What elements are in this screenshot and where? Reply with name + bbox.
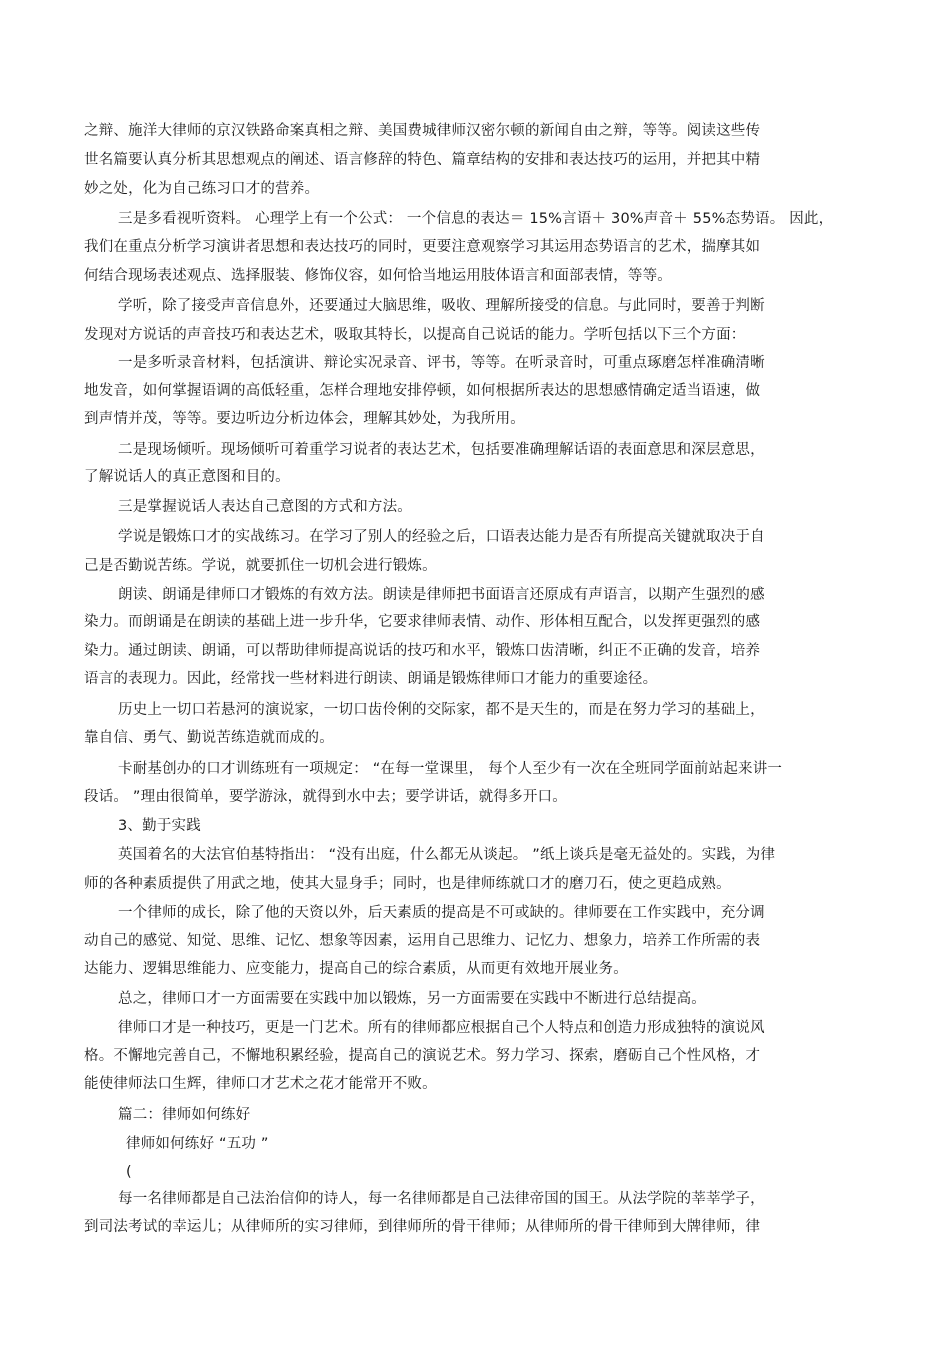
text-line: 三是掌握说话人表达自己意图的方式和方法。 <box>118 499 412 515</box>
text-line: 总之，律师口才一方面需要在实践中加以锻炼，另一方面需要在实践中不断进行总结提高。 <box>118 991 706 1007</box>
text-line: 地发音，如何掌握语调的高低轻重，怎样合理地安排停顿，如何根据所表达的思想感情确定适当语速，做 <box>84 383 761 399</box>
section-heading: 3、勤于实践 <box>118 818 201 834</box>
text-line: 历史上一切口若悬河的演说家，一切口齿伶俐的交际家，都不是天生的，而是在努力学习的基础上， <box>118 702 765 718</box>
text-line: 段话。 ”理由很简单，要学游泳，就得到水中去；要学讲话，就得多开口。 <box>84 789 567 805</box>
text-line: 世名篇要认真分析其思想观点的阐述、语言修辞的特色、篇章结构的安排和表达技巧的运用，并把其中精 <box>84 152 761 168</box>
text-line: 了解说话人的真正意图和目的。 <box>84 469 290 485</box>
text-line: 律师口才是一种技巧，更是一门艺术。所有的律师都应根据自己个人特点和创造力形成独特的演说风 <box>118 1020 765 1036</box>
text-line: 英国着名的大法官伯基特指出： “没有出庭，什么都无从谈起。 ”纸上谈兵是毫无益处的。实践，为律 <box>118 847 776 863</box>
text-line: 达能力、逻辑思维能力、应变能力，提高自己的综合素质，从而更有效地开展业务。 <box>84 961 628 977</box>
text-line: 每一名律师都是自己法治信仰的诗人，每一名律师都是自己法律帝国的国王。从法学院的莘莘学子， <box>118 1191 765 1207</box>
text-line: 到司法考试的幸运儿；从律师所的实习律师，到律师所的骨干律师；从律师所的骨干律师到大牌律师，律 <box>84 1219 761 1235</box>
text-line: 一是多听录音材料，包括演讲、辩论实况录音、评书，等等。在听录音时，可重点琢磨怎样准确清晰 <box>118 355 765 371</box>
text-line: 学说是锻炼口才的实战练习。在学习了别人的经验之后，口语表达能力是否有所提高关键就取决于自 <box>118 529 765 545</box>
text-line: 靠自信、勇气、勤说苦练造就而成的。 <box>84 730 334 746</box>
text-line: 我们在重点分析学习演讲者思想和表达技巧的同时，更要注意观察学习其运用态势语言的艺术，揣摩其如 <box>84 239 761 255</box>
text-line: 之辩、施洋大律师的京汉铁路命案真相之辩、美国费城律师汉密尔顿的新闻自由之辩，等等。阅读这些传 <box>84 123 761 139</box>
article-title: 律师如何练好 “五功 ” <box>126 1136 269 1152</box>
text-line: 二是现场倾听。现场倾听可着重学习说者的表达艺术，包括要准确理解话语的表面意思和深层意思， <box>118 442 765 458</box>
text-line: 到声情并茂，等等。要边听边分析边体会，理解其妙处，为我所用。 <box>84 411 525 427</box>
text-line: 卡耐基创办的口才训练班有一项规定： “在每一堂课里， 每个人至少有一次在全班同学面前站起来讲一 <box>118 761 783 777</box>
section-heading: 篇二：律师如何练好 <box>118 1107 251 1123</box>
text-line: 师的各种素质提供了用武之地，使其大显身手；同时，也是律师练就口才的磨刀石，使之更趋成熟。 <box>84 876 731 892</box>
text-line: 学听，除了接受声音信息外，还要通过大脑思维，吸收、理解所接受的信息。与此同时，要善于判断 <box>118 298 765 314</box>
text-line: 妙之处，化为自己练习口才的营养。 <box>84 181 320 197</box>
text-line: 语言的表现力。因此，经常找一些材料进行朗读、朗诵是锻炼律师口才能力的重要途径。 <box>84 671 658 687</box>
text-line: 能使律师法口生辉，律师口才艺术之花才能常开不败。 <box>84 1076 437 1092</box>
text-line: 发现对方说话的声音技巧和表达艺术，吸取其特长，以提高自己说话的能力。学听包括以下三个方面： <box>84 327 746 343</box>
text-line: 朗读、朗诵是律师口才锻炼的有效方法。朗读是律师把书面语言还原成有声语言，以期产生强烈的感 <box>118 587 765 603</box>
text-line: 何结合现场表述观点、选择服装、修饰仪容，如何恰当地运用肢体语言和面部表情，等等。 <box>84 268 672 284</box>
text-line: 一个律师的成长，除了他的天资以外，后天素质的提高是不可或缺的。律师要在工作实践中，充分调 <box>118 905 765 921</box>
text-line: 染力。而朗诵是在朗读的基础上进一步升华，它要求律师表情、动作、形体相互配合，以发挥更强烈的感 <box>84 614 761 630</box>
text-line: 己是否勤说苦练。学说，就要抓住一切机会进行锻炼。 <box>84 558 437 574</box>
text-line: 格。不懈地完善自己，不懈地积累经验，提高自己的演说艺术。努力学习、探索，磨砺自己个性风格，才 <box>84 1048 761 1064</box>
text-line: 染力。通过朗读、朗诵，可以帮助律师提高说话的技巧和水平，锻炼口齿清晰，纠正不正确的发音，培养 <box>84 643 761 659</box>
text-line: 三是多看视听资料。 心理学上有一个公式： 一个信息的表达＝ 15%言语＋ 30%声音＋ 55%态势语。 因此， <box>118 211 834 227</box>
text-line: ( <box>126 1164 132 1180</box>
text-line: 动自己的感觉、知觉、思维、记忆、想象等因素，运用自己思维力、记忆力、想象力，培养工作所需的表 <box>84 933 761 949</box>
